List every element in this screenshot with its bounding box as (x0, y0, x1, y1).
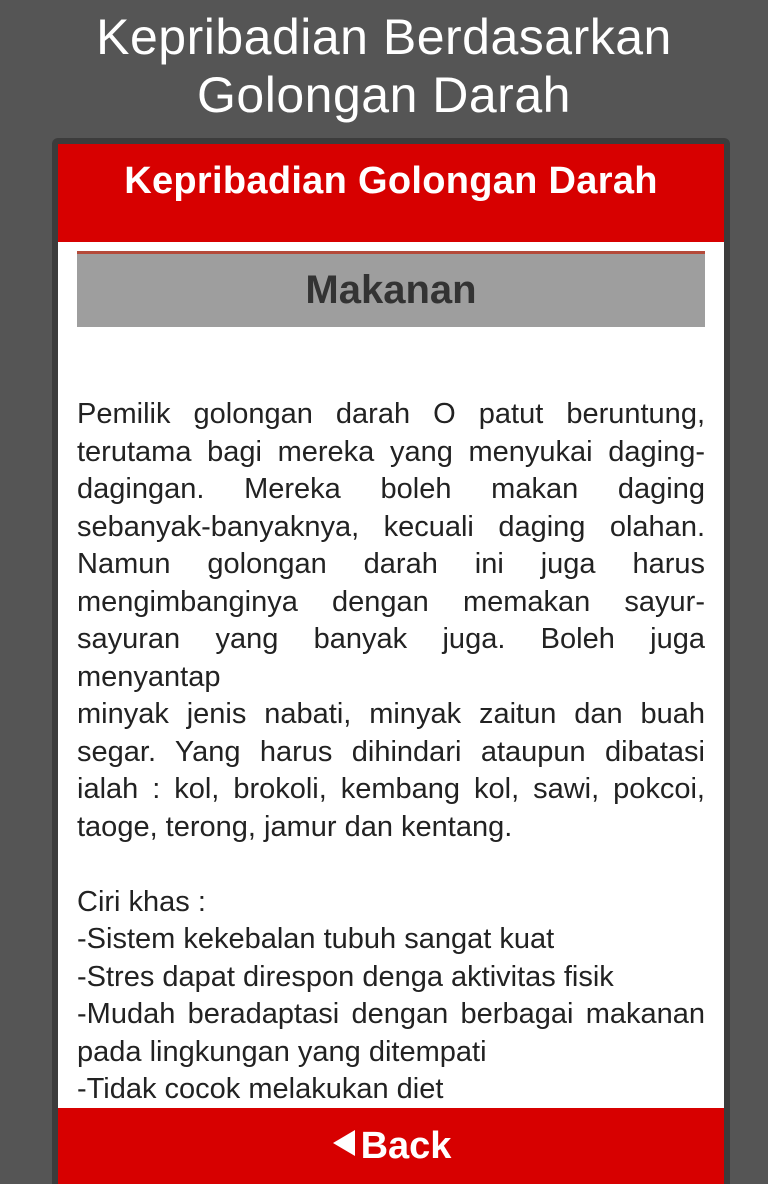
trait-item: -Sistem kekebalan tubuh sangat kuat (77, 923, 555, 955)
app-bar (58, 144, 724, 242)
trait-item: -Mudah beradaptasi dengan berbagai makanan pada lingkungan yang ditempati (77, 998, 705, 1068)
article-content (77, 396, 705, 1109)
section-title: Makanan (305, 268, 477, 312)
trait-item: -Tidak cocok melakukan diet (77, 1073, 444, 1105)
trait-item: -Stres dapat direspon denga aktivitas fisik (77, 960, 614, 993)
store-title: Kepribadian Berdasarkan Golongan Darah (96, 9, 672, 123)
spacer (77, 846, 705, 884)
back-button[interactable] (331, 1125, 452, 1168)
bottom-bar (58, 1108, 724, 1184)
app-screen (58, 144, 724, 1184)
traits-heading: Ciri khas : (77, 885, 206, 918)
back-label: Back (360, 1124, 452, 1167)
back-triangle-icon (331, 1125, 357, 1168)
section-header (77, 251, 705, 327)
paragraph-2: minyak jenis nabati, minyak zaitun dan buah segar. Yang harus dihindari ataupun dibatasi ialah : kol, brokoli, kembang kol, sawi, pokcoi, taoge, terong, jamur dan kentang. (77, 698, 705, 843)
app-title: Kepribadian Golongan Darah (124, 159, 658, 202)
paragraph-1: Pemilik golongan darah O patut beruntung, terutama bagi mereka yang menyukai daging-dagingan. Mereka boleh makan daging sebanyak-banyaknya, kecuali daging olahan. Namun golongan darah ini juga harus mengimbanginya dengan memakan sayur-sayuran yang banyak juga. Boleh juga menyantap (77, 398, 705, 693)
